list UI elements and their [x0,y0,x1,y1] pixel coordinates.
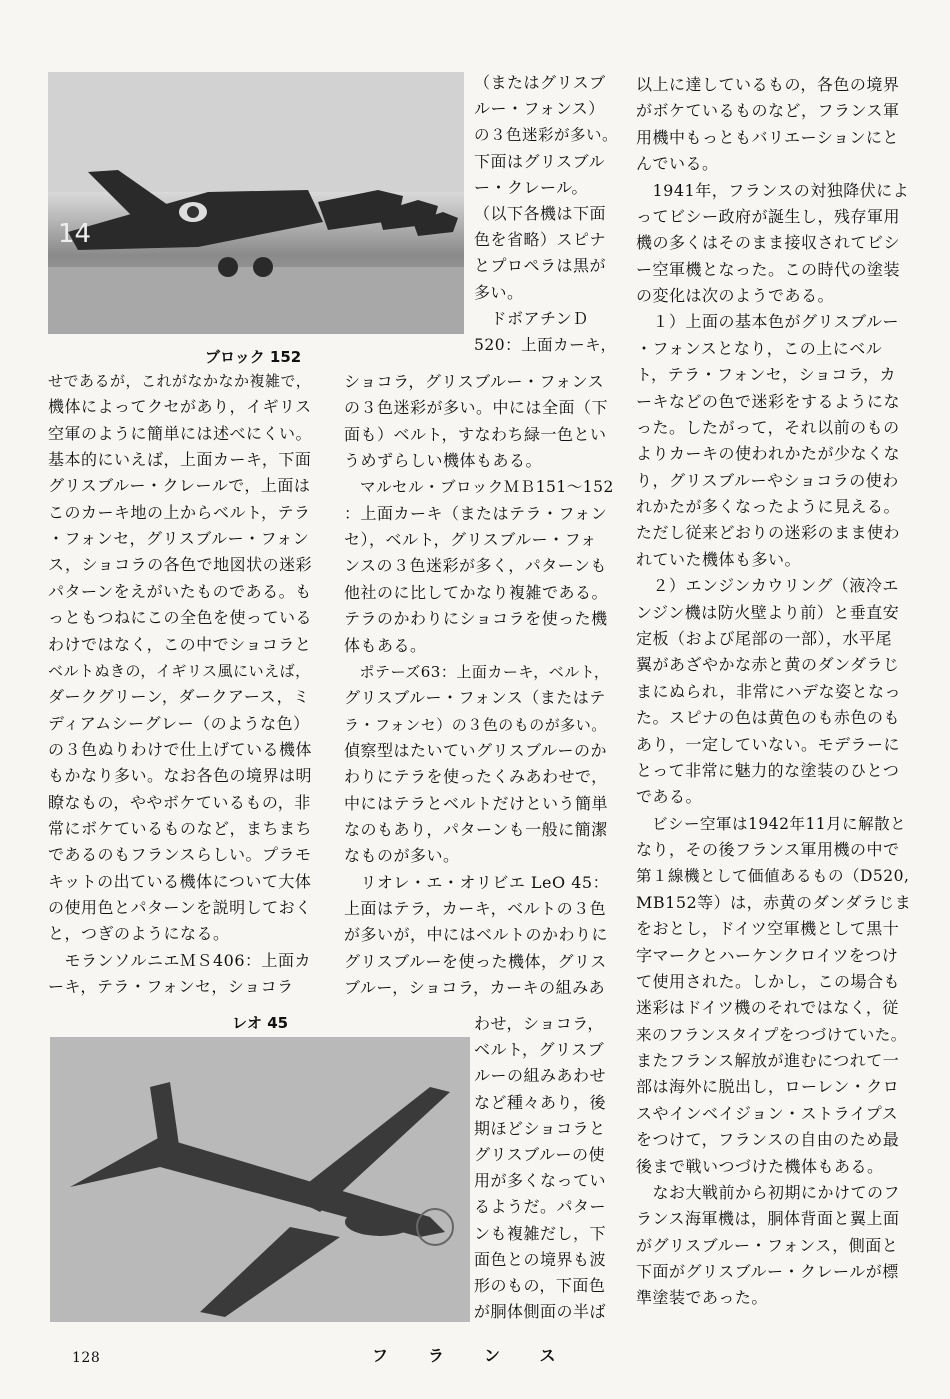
text-line: が多いが，中にはベルトのかわりに [344,925,609,945]
text-line: グリスブルー・クレールで，上面は [48,476,311,496]
text-line: とプロペラは黒が [474,256,607,276]
text-line: と，つぎのようになる。 [48,924,230,944]
text-line: の３色迷彩が多い。中には全面（下 [344,398,609,418]
text-line: 上面はテラ，カーキ，ベルトの３色 [344,899,607,918]
text-line: 第１線機として価値あるもの（D520, [636,867,910,886]
text-line: わせ，ショコラ， [474,1014,604,1033]
text-line: であるのもフランスらしい。プラモ [48,845,312,865]
photo-caption-leo: レオ 45 [232,1014,289,1032]
text-line: 部は海外に脱出し，ローレン・クロ [636,1077,900,1097]
text-line: 形のもの，下面色 [474,1276,606,1295]
text-line: り，グリスブルーやショコラの使わ [636,470,899,490]
text-line: わけではなく，この中でショコラと [48,634,312,654]
text-line: 期ほどショコラと [474,1118,606,1138]
text-line: テラのかわりにショコラを使った機 [344,609,608,629]
text-line: ・フォンセ，グリスブルー・フォン [48,529,310,549]
text-line: 空軍のように簡単には述べにくい。 [48,423,313,443]
text-line: 字マークとハーケンクロイツをつけ [636,945,899,965]
text-line: ンスの３色迷彩が多く，パターンも [344,556,607,576]
text-line: ー・クレール。 [474,177,588,197]
text-line: スやインベイジョン・ストライプス [636,1103,899,1123]
text-line: １）上面の基本色がグリスブルー [636,312,900,332]
text-line: 後まで戦いつづけた機体もある。 [636,1156,884,1176]
text-line: （またはグリスブ [474,73,606,92]
svg-text:14: 14 [58,219,92,249]
text-line: ーキ，テラ・フォンセ，ショコラ [48,977,294,997]
text-line: グリスブルーの使 [474,1145,606,1164]
text-line: である。 [636,787,703,807]
text-line: 機の多くはそのまま接収されてビシ [636,233,901,253]
text-line: ディアムシーグレー（のような色） [48,713,310,733]
text-line: っともつねにこの全色を使っている [48,608,313,628]
text-line: （以下各機は下面 [474,204,607,223]
text-line: るようだ。パター [474,1197,607,1217]
text-line: ト，テラ・フォンセ，ショコラ，カ [636,365,897,385]
text-line: ベルト，グリスブ [474,1040,605,1060]
text-line: ベルトぬきの，イギリス風にいえば， [48,661,311,680]
text-line: MB152等）は，赤黄のダンダラじま [636,892,912,912]
text-line: うめずらしい機体もある。 [344,451,543,471]
text-line: ・フォンスとなり，この上にベル [636,338,883,358]
text-line: キットの出ている機体について大体 [48,871,312,891]
text-line: ンジン機は防火壁より前）と垂直安 [636,602,900,622]
text-line: まにぬられ，非常にハデな姿となっ [636,681,901,701]
text-line: など種々あり，後 [474,1092,607,1112]
text-line: がボケているものなど，フランス軍 [636,101,900,121]
text-line: またフランス解放が進むにつれて一 [636,1051,900,1071]
text-line: 来のフランスタイプをつづけていた。 [636,1025,907,1044]
text-line: ってビシー政府が誕生し，残存軍用 [636,206,901,226]
text-line: 迷彩はドイツ機のそれではなく，従 [636,998,899,1018]
text-line: がグリスブルー・フォンス，側面と [636,1235,899,1255]
text-line: ショコラ，グリスブルー・フォンス [344,372,605,391]
text-line: をおとし，ドイツ空軍機として黒十 [636,919,900,939]
text-line: ー空軍機となった。この時代の塗装 [636,259,901,279]
text-line: セ），ベルト，グリスブルー・フォ [344,530,597,550]
text-line: 用が多くなってい [474,1171,607,1191]
text-line: 色を省略）スピナ [474,230,607,250]
text-line: あり，一定していない。モデラーに [636,734,901,754]
text-line: ルー・フォンス） [474,99,605,119]
text-line: た。スピナの色は黄色のも赤色のも [636,708,901,728]
text-line: わりにテラを使ったくみあわせで， [344,767,608,787]
text-line: リオレ・エ・オリビエ LeO 45： [344,872,610,892]
text-line: 翼があざやかな赤と黄のダンダラじ [636,655,900,675]
text-line: せであるが，これがなかなか複雑で， [48,372,312,390]
text-line: 中にはテラとベルトだけという簡単 [344,793,609,813]
text-line: 機体によってクセがあり，イギリス [48,397,312,417]
text-line: なのもあり，パターンも一般に簡潔 [344,819,608,839]
text-line: モランソルニエＭＳ406：上面カ [48,950,312,970]
text-line: 体もある。 [344,635,427,655]
text-line: パターンをえがいたものである。も [48,581,312,601]
text-line: 瞭なもの，ややボケているもの，非 [48,792,311,812]
text-line: なお大戦前から初期にかけてのフ [636,1182,901,1202]
text-line: とって非常に魅力的な塗装のひとつ [636,760,900,780]
text-line: 他社のに比してかなり複雑である。 [344,582,609,602]
photo-leo-45 [50,1037,470,1322]
text-line: 520：上面カーキ， [474,336,617,354]
text-line: ビシー空軍は1942年11月に解散と [636,814,907,833]
photo-caption-bloch: ブロック 152 [205,348,302,366]
text-line: れかたが多くなったように見える。 [636,497,901,517]
text-line: ランス海軍機は，胴体背面と翼上面 [636,1209,900,1229]
text-line: ポテーズ63：上面カーキ，ベルト， [344,662,610,681]
page-number: 128 [72,1350,101,1366]
text-line: グリスブルー・フォンス（またはテ [344,688,606,708]
text-line: の３色迷彩が多い。 [474,126,619,145]
text-line: 面色との境界も波 [474,1249,607,1269]
text-line: 下面はグリスブル [474,151,606,171]
text-line: ：上面カーキ（またはテラ・フォン [344,503,608,523]
text-line: んでいる。 [636,154,719,174]
text-line: ２）エンジンカウリング（液冷エ [636,576,899,596]
aircraft-row-illustration [48,72,464,334]
text-line: 1941年，フランスの対独降伏によ [636,180,910,200]
text-line: なものが多い。 [344,846,460,866]
text-line: の変化は次のようである。 [636,286,835,306]
text-line: 常にボケているものなど，まちまち [48,818,313,838]
text-line: ただし従来どおりの迷彩のまま使わ [636,523,901,543]
text-line: 基本的にいえば，上面カーキ，下面 [48,450,312,470]
photo-bloch-152 [48,72,464,334]
text-line: 用機中もっともバリエーションにと [636,127,900,147]
text-line: て使用された。しかし，この場合も [636,971,901,991]
text-line: ブルー，ショコラ，カーキの組みあ [344,978,606,998]
text-line: 準塗装であった。 [636,1288,768,1308]
text-line: もかなり多い。なお各色の境界は明 [48,766,313,786]
text-line: ダークグリーン，ダークアース，ミ [48,687,310,707]
text-line: ーキなどの色で迷彩をするようにな [636,391,901,411]
bomber-illustration [50,1037,470,1322]
text-line: 以上に達しているもの，各色の境界 [636,75,900,94]
text-line: このカーキ地の上からベルト，テラ [48,502,311,522]
text-line: ラ・フォンセ）の３色のものが多い。 [344,715,607,734]
section-title: フランス [372,1346,596,1365]
text-line: ンも複雑だし，下 [474,1223,607,1243]
text-line: マルセル・ブロックＭＢ151～152 [344,478,614,497]
text-line: よりカーキの使われかたが少なくな [636,444,901,464]
text-line: をつけて，フランスの自由のため最 [636,1130,900,1150]
text-line: 多い。 [474,282,524,302]
text-line: ス，ショコラの各色で地図状の迷彩 [48,555,313,575]
text-line: の３色ぬりわけで仕上げている機体 [48,739,313,759]
text-line: れていた機体も多い。 [636,549,802,569]
text-line: が胴体側面の半ば [474,1302,607,1322]
text-line: 定板（および尾部の一部），水平尾 [636,628,893,648]
text-line: った。したがって，それ以前のもの [636,417,900,437]
text-line: 偵察型はたいていグリスブルーのか [344,740,608,760]
text-line: 面も）ベルト，すなわち緑一色とい [344,424,607,444]
text-line: グリスブルーを使った機体，グリス [344,951,607,971]
text-line: ルーの組みあわせ [474,1066,607,1086]
text-line: ドボアチンＤ [474,308,589,328]
text-line: 下面がグリスブルー・クレールが標 [636,1262,899,1282]
text-line: なり，その後フランス軍用機の中で [636,840,900,860]
text-line: の使用色とパターンを説明しておく [48,898,312,917]
